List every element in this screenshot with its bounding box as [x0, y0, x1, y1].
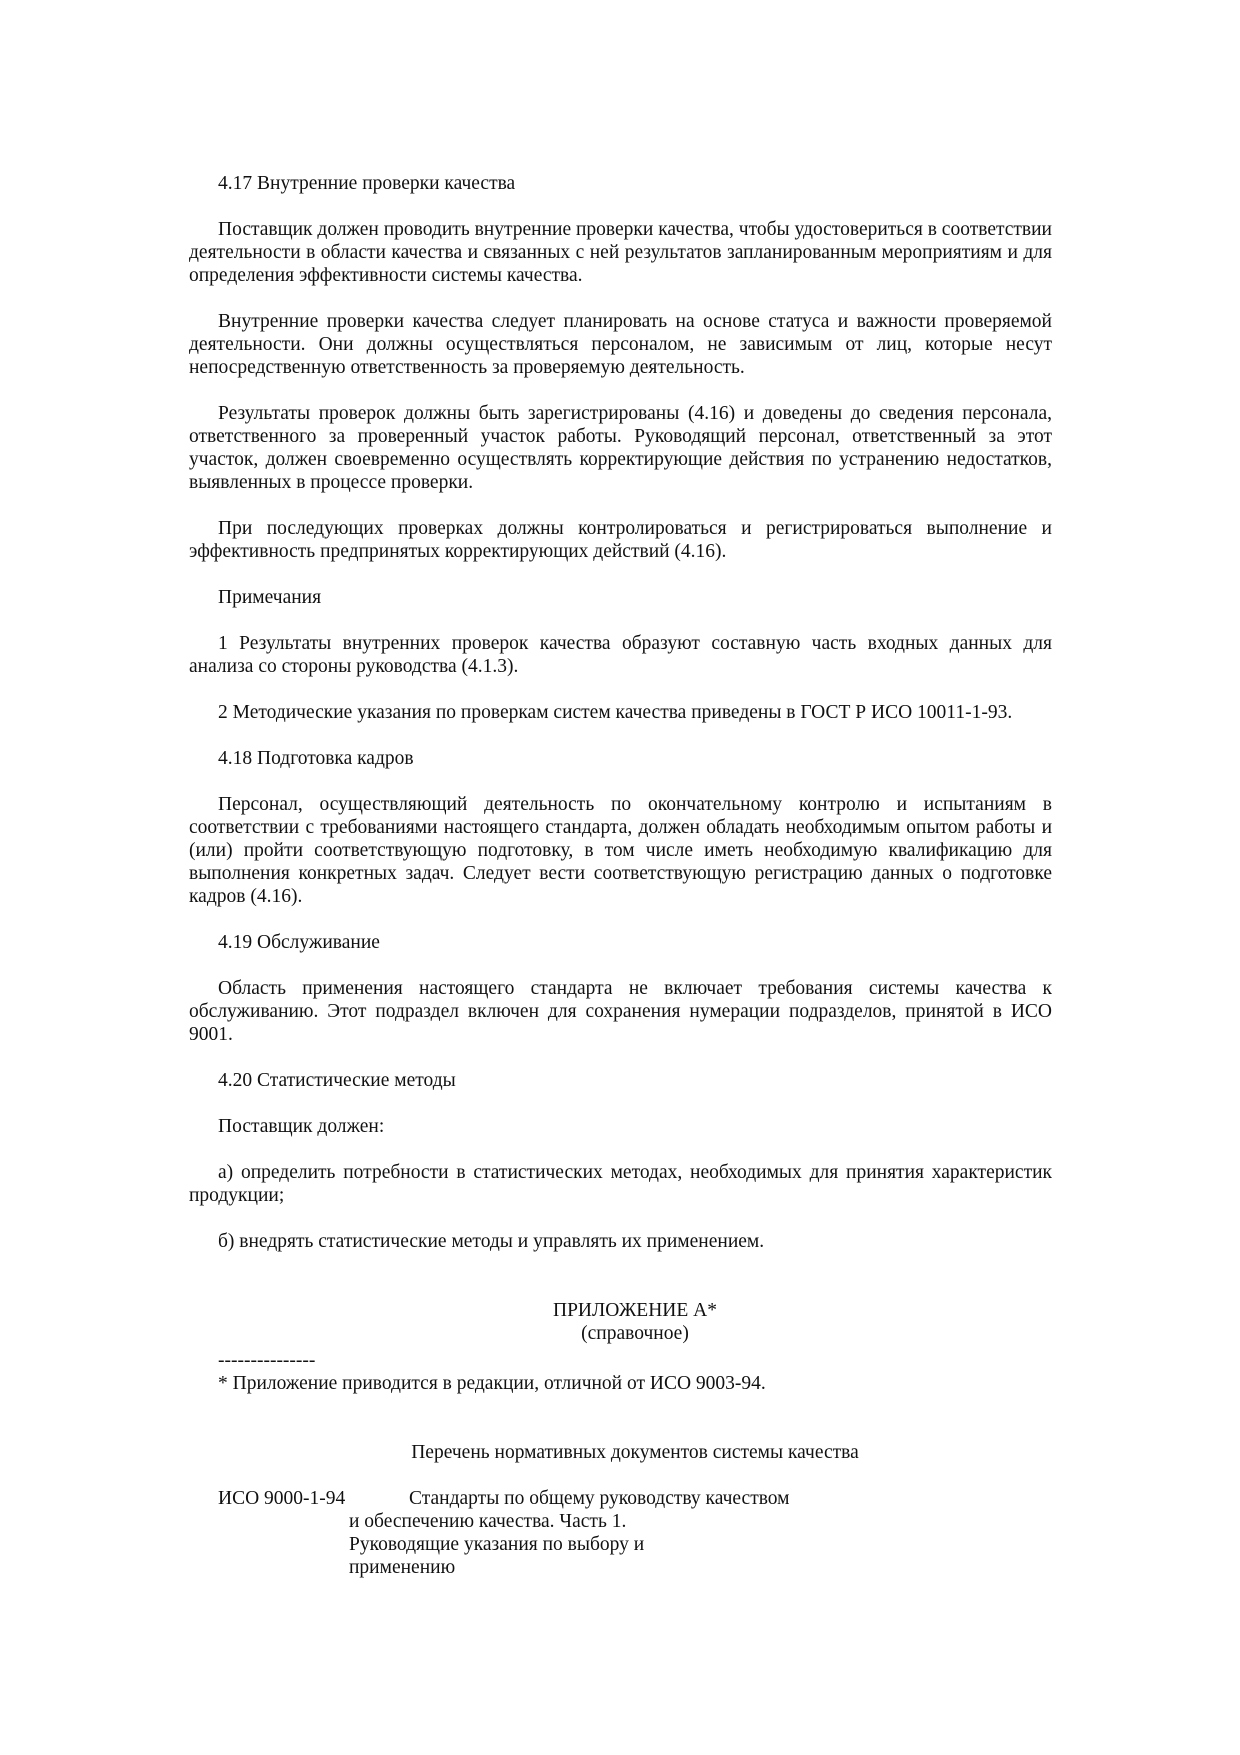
list-item-a: а) определить потребности в статистических методах, необходимых для принятия характеристик продукции; — [189, 1162, 1052, 1206]
paragraph: При последующих проверках должны контролироваться и регистрироваться выполнение и эффективность предпринятых корректирующих действий (4.16). — [189, 518, 1052, 562]
note-2: 2 Методические указания по проверкам систем качества приведены в ГОСТ Р ИСО 10011-1-93. — [218, 702, 1013, 723]
paragraph: Поставщик должен проводить внутренние проверки качества, чтобы удостовериться в соответствии деятельности в области качества и связанных с ней результатов запланированным мероприятиям и для определения эффективности системы качества. — [189, 219, 1052, 286]
section-heading-4-20: 4.20 Статистические методы — [218, 1070, 456, 1091]
section-heading-4-18: 4.18 Подготовка кадров — [218, 748, 414, 769]
list-item-b: б) внедрять статистические методы и управлять их применением. — [218, 1231, 765, 1252]
document-list-title: Перечень нормативных документов системы качества — [411, 1442, 859, 1463]
document-page — [189, 172, 1052, 1579]
section-heading-4-19: 4.19 Обслуживание — [218, 932, 380, 953]
section-heading-4-17: 4.17 Внутренние проверки качества — [218, 173, 516, 194]
paragraph: Поставщик должен: — [218, 1116, 385, 1137]
paragraph: Область применения настоящего стандарта не включает требования системы качества к обслуживанию. Этот подраздел включен для сохранения нумерации подразделов, принятой в ИСО 9001. — [189, 978, 1052, 1045]
note-1: 1 Результаты внутренних проверок качества образуют составную часть входных данных для анализа со стороны руководства (4.1.3). — [189, 633, 1052, 677]
footnote-text: * Приложение приводится в редакции, отличной от ИСО 9003-94. — [218, 1373, 766, 1394]
document-list-item — [218, 1487, 1052, 1579]
appendix-title: ПРИЛОЖЕНИЕ А* — [553, 1300, 717, 1321]
footnote-rule: --------------- — [218, 1350, 316, 1371]
notes-heading: Примечания — [218, 587, 322, 608]
appendix-header — [218, 1299, 1052, 1345]
paragraph: Внутренние проверки качества следует планировать на основе статуса и важности проверяемой деятельности. Они должны осуществляться персоналом, не зависимым от лиц, которые несут непосредственную ответственность за проверяемую деятельность. — [189, 311, 1052, 378]
document-code: ИСО 9000-1-94 — [218, 1488, 346, 1509]
document-title: Стандарты по общему руководству качеством и обеспечению качества. Часть 1. Руководящие указания по выбору и применению — [349, 1488, 790, 1578]
appendix-subtitle: (справочное) — [581, 1323, 689, 1344]
paragraph: Персонал, осуществляющий деятельность по окончательному контролю и испытаниям в соответствии с требованиями настоящего стандарта, должен обладать необходимым опытом работы и (или) пройти соответствующую подготовку, в том числе иметь необходимую квалификацию для выполнения конкретных задач. Следует вести соответствующую регистрацию данных о подготовке кадров (4.16). — [189, 794, 1052, 907]
footnote — [189, 1349, 1052, 1395]
paragraph: Результаты проверок должны быть зарегистрированы (4.16) и доведены до сведения персонала, ответственного за проверенный участок работы. Руководящий персонал, ответственный за этот участок, должен своевременно осуществлять корректирующие действия по устранению недостатков, выявленных в процессе проверки. — [189, 403, 1052, 493]
